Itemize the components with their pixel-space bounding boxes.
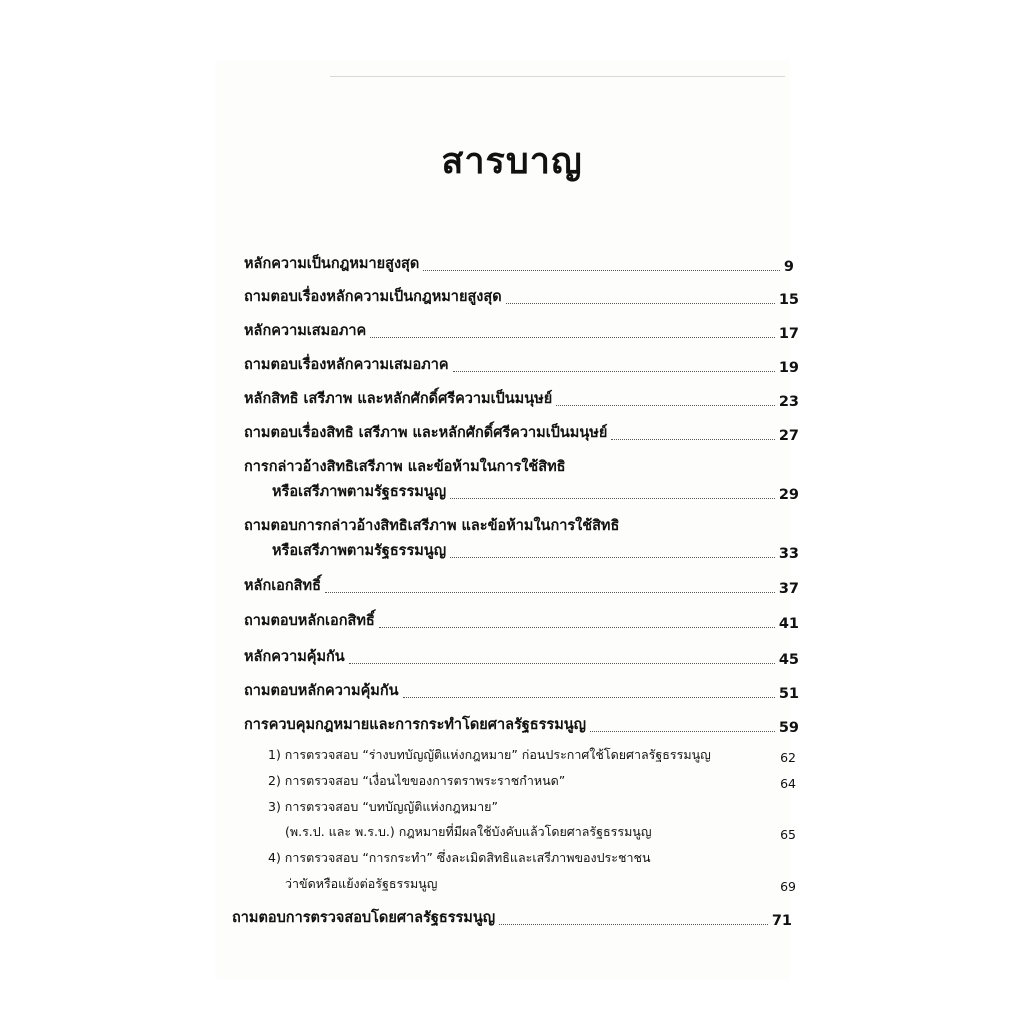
toc-entry-page: 71	[771, 913, 792, 929]
toc-entry-page: 33	[778, 546, 799, 562]
toc-dot-leader	[453, 371, 775, 372]
toc-entry-privilege-qa	[244, 609, 799, 632]
toc-dot-leader	[370, 337, 775, 338]
toc-entry-immunity	[244, 645, 799, 668]
toc-entry-page: 17	[778, 326, 799, 342]
toc-entry-label: การควบคุมกฎหมายและการกระทำโดยศาลรัฐธรรมนูญ	[244, 717, 587, 733]
toc-subentry-4-line1: 4) การตรวจสอบ “การกระทำ” ซึ่งละเมิดสิทธิและเสรีภาพของประชาชน	[268, 850, 651, 865]
toc-entry-label: หรือเสรีภาพตามรัฐธรรมนูญ	[272, 484, 447, 500]
toc-entry-court-qa	[232, 906, 792, 929]
toc-subentry-page: 64	[780, 776, 796, 791]
toc-entry-claim-line1: การกล่าวอ้างสิทธิเสรีภาพ และข้อห้ามในการใช้สิทธิ	[244, 459, 566, 475]
toc-entry-label: หลักความเสมอภาค	[244, 323, 367, 339]
toc-entry-page: 15	[778, 292, 799, 308]
toc-entry-label: ถามตอบหลักความคุ้มกัน	[244, 683, 399, 699]
toc-dot-leader	[403, 697, 775, 698]
toc-subentry-label: (พ.ร.ป. และ พ.ร.บ.) กฎหมายที่มีผลใช้บังคับแล้วโดยศาลรัฐธรรมนูญ	[285, 824, 652, 839]
toc-entry-label: ถามตอบการตรวจสอบโดยศาลรัฐธรรมนูญ	[232, 910, 496, 926]
toc-entry-claim-qa	[272, 539, 799, 562]
toc-entry-label: หลักความคุ้มกัน	[244, 649, 345, 665]
toc-entry-immunity-qa	[244, 679, 799, 702]
toc-subentry-2	[268, 771, 796, 791]
toc-subentry-3-line1: 3) การตรวจสอบ “บทบัญญัติแห่งกฎหมาย”	[268, 799, 498, 814]
toc-entry-label: ถามตอบเรื่องหลักความเสมอภาค	[244, 357, 449, 373]
toc-entry-equality-qa	[244, 353, 799, 376]
toc-dot-leader	[379, 627, 775, 628]
toc-subentry-1	[268, 745, 796, 765]
toc-subentry-page: 65	[780, 827, 796, 842]
toc-entry-equality	[244, 319, 799, 342]
toc-subentry-page: 69	[780, 879, 796, 894]
toc-dot-leader	[450, 557, 775, 558]
toc-entry-rights-qa	[244, 421, 799, 444]
toc-dot-leader	[499, 924, 768, 925]
toc-dot-leader	[450, 498, 775, 499]
toc-entry-rights	[244, 387, 799, 410]
toc-entry-supremacy-qa	[244, 285, 799, 308]
toc-entry-supremacy	[244, 252, 794, 275]
toc-subentry-3	[285, 822, 796, 842]
toc-entry-label: ถามตอบเรื่องสิทธิ เสรีภาพ และหลักศักดิ์ศรีความเป็นมนุษย์	[244, 425, 608, 441]
toc-dot-leader	[590, 731, 775, 732]
toc-entry-label: ถามตอบเรื่องหลักความเป็นกฎหมายสูงสุด	[244, 289, 502, 305]
toc-entry-label: หลักเอกสิทธิ์	[244, 578, 321, 594]
toc-entry-page: 29	[778, 487, 799, 503]
toc-entry-page: 9	[783, 259, 794, 275]
toc-dot-leader	[423, 270, 780, 271]
toc-entry-page: 27	[778, 428, 799, 444]
toc-dot-leader	[349, 663, 775, 664]
toc-subentry-4	[285, 874, 796, 894]
toc-entry-page: 45	[778, 652, 799, 668]
toc-dot-leader	[325, 592, 775, 593]
toc-entry-page: 51	[778, 686, 799, 702]
toc-entry-claim-qa-line1: ถามตอบการกล่าวอ้างสิทธิเสรีภาพ และข้อห้ามในการใช้สิทธิ	[244, 518, 620, 534]
toc-entry-label: ถามตอบหลักเอกสิทธิ์	[244, 613, 375, 629]
toc-entry-claim	[272, 480, 799, 503]
toc-dot-leader	[506, 303, 775, 304]
page-title: สารบาญ	[441, 141, 583, 182]
toc-entry-page: 37	[778, 581, 799, 597]
toc-subentry-label: 2) การตรวจสอบ “เงื่อนไขของการตราพระราชกำหนด”	[268, 773, 566, 788]
toc-entry-court-control	[244, 713, 799, 736]
toc-entry-privilege	[244, 574, 799, 597]
toc-entry-page: 23	[778, 394, 799, 410]
header-rule	[330, 76, 785, 77]
toc-entry-page: 59	[778, 720, 799, 736]
toc-subentry-label: 1) การตรวจสอบ “ร่างบทบัญญัติแห่งกฎหมาย” ก่อนประกาศใช้โดยศาลรัฐธรรมนูญ	[268, 747, 711, 762]
toc-entry-label: หลักสิทธิ เสรีภาพ และหลักศักดิ์ศรีความเป็นมนุษย์	[244, 391, 553, 407]
toc-subentry-label: ว่าขัดหรือแย้งต่อรัฐธรรมนูญ	[285, 876, 438, 891]
toc-dot-leader	[556, 405, 775, 406]
toc-dot-leader	[611, 439, 774, 440]
toc-entry-page: 19	[778, 360, 799, 376]
toc-entry-page: 41	[778, 616, 799, 632]
toc-entry-label: หลักความเป็นกฎหมายสูงสุด	[244, 256, 420, 272]
toc-subentry-page: 62	[780, 750, 796, 765]
toc-entry-label: หรือเสรีภาพตามรัฐธรรมนูญ	[272, 543, 447, 559]
